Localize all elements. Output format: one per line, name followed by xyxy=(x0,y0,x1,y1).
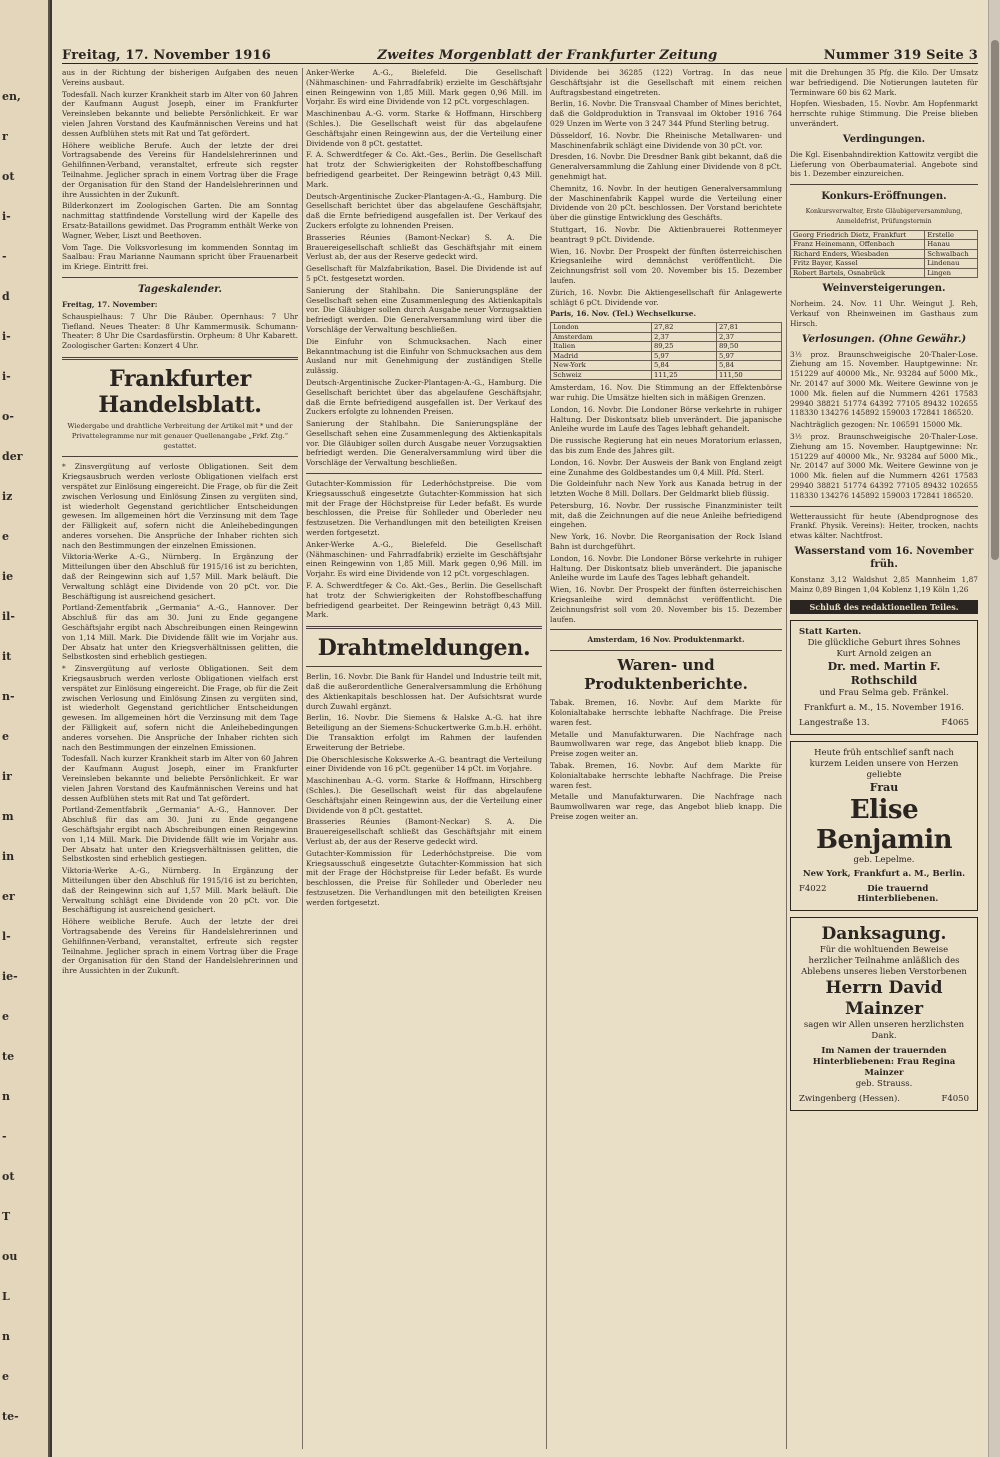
newspaper-page xyxy=(52,0,988,1457)
table-row xyxy=(791,249,978,259)
article-paragraph: Portland-Zementfabrik „Germania“ A.-G., Hannover. Der Abschluß für das am 30. Juni zu Ende gegangene Geschäftsjahr ergibt nach Abschreibungen einen Reingewinn von 1,14 Mill. Mark. Die Dividende fällt wie im Vorjahr aus. Der Absatz hat unter den Kriegsverhältnissen gelitten, die Selbstkosten sind erheblich gestiegen. xyxy=(62,805,298,864)
article-paragraph: Die russische Regierung hat ein neues Moratorium erlassen, das bis zum Ende des Jahres gilt. xyxy=(550,436,782,455)
water-level-heading: Wasserstand vom 16. November früh. xyxy=(794,546,974,570)
previous-page-fragment: ir xyxy=(2,770,12,783)
article-paragraph: Vom Tage. Die Volksvorlesung im kommenden Sonntag im Saalbau: Frau Marianne Naumann spricht über Frauenarbeit im Kriege. Eintritt frei. xyxy=(62,242,298,272)
header-date: Freitag, 17. November 1916 xyxy=(62,48,272,63)
previous-page-fragment: i- xyxy=(2,330,11,343)
calendar-date: Freitag, 17. November: xyxy=(62,299,158,309)
previous-page-fragment: L xyxy=(2,1290,10,1303)
previous-page-fragment: - xyxy=(2,250,7,263)
previous-page-fragment: d xyxy=(2,290,10,303)
table-cell: Georg Friedrich Dietz, Frankfurt xyxy=(791,230,925,240)
section-subheading: Wiedergabe und drahtliche Verbreitung der Artikel mit * und der Privattelegramme nur mit genauer Quellenangabe „Frkf. Ztg.“ gestattet. xyxy=(67,421,293,450)
previous-page-fragment: ot xyxy=(2,1170,15,1183)
previous-page-edge xyxy=(0,0,50,1457)
calendar-listing: Schauspielhaus: 7 Uhr Die Räuber. Opernhaus: 7 Uhr Tiefland. Neues Theater: 8 Uhr Kammermusik. Schumann-Theater: 8 Uhr Die Csardasfürstin. Orpheum: 8 Uhr Kabarett. Zoologischer Garten: Konzert 4 Uhr. xyxy=(62,311,298,351)
article-paragraph: New York, 16. Novbr. Die Reorganisation der Rock Island Bahn ist durchgeführt. xyxy=(550,532,782,552)
table-row xyxy=(791,259,978,269)
produce-market-heading: Amsterdam, 16 Nov. Produktenmarkt. xyxy=(587,635,745,645)
table-row xyxy=(791,240,978,250)
previous-page-fragment: n- xyxy=(2,690,15,703)
article-paragraph: Viktoria-Werke A.-G., Nürnberg. In Ergänzung der Mitteilungen über den Abschluß für 1915/16 ist zu berichten, daß der Reingewinn sich auf 1,57 Mill. Mark beläuft. Die Verwaltung schlägt eine Dividende von 20 pCt. vor. Die Beschäftigung ist ausreichend gesichert. xyxy=(62,552,298,601)
verdingungen-heading: Verdingungen. xyxy=(842,133,926,145)
table-cell: 5,97 xyxy=(716,351,781,361)
article-paragraph: Anker-Werke A.-G., Bielefeld. Die Gesellschaft (Nähmaschinen- und Fahrradfabrik) erzielte im Geschäftsjahr einen Reingewinn von 1,85 Mill. Mark gegen 0,96 Mill. im Vorjahr. Es wird eine Dividende von 12 pCt. vorgeschlagen. xyxy=(306,68,542,107)
article-paragraph: Deutsch-Argentinische Zucker-Plantagen-A.-G., Hamburg. Die Gesellschaft berichtet über das abgelaufene Geschäftsjahr, daß die Ernte befriedigend ausgefallen ist. Der Verkauf des Zuckers erfolgte zu lohnenden Preisen. xyxy=(306,191,542,230)
article-paragraph: Berlin, 16. Novbr. Die Bank für Handel und Industrie teilt mit, daß die außerordentliche Generalversammlung die Erhöhung des Aktienkapitals beschlossen hat. Der Aufsichtsrat wurde durch Zuwahl ergänzt. xyxy=(306,672,542,711)
table-row xyxy=(791,230,978,240)
article-paragraph: * Zinsvergütung auf verloste Obligationen. Seit dem Kriegsausbruch werden verloste Obligationen vielfach erst verspätet zur Einlösung eingereicht. Die Frage, ob für die Zeit zwischen Verlosung und Einlösung Zinsen zu vergüten sind, ist wiederholt Gegenstand gerichtlicher Entscheidungen gewesen. Im allgemeinen hört die Verzinsung mit dem Tage der Fälligkeit auf, sofern nicht die Anleihebedingungen anderes vorsehen. Die Ansprüche der Inhaber richten sich nach den Bestimmungen der einzelnen Emissionen. xyxy=(62,462,298,550)
water-level-listing: Konstanz 3,12 Waldshut 2,85 Mannheim 1,87 Mainz 0,89 Bingen 1,04 Koblenz 1,19 Köln 1,26 xyxy=(790,575,978,594)
page-header xyxy=(62,44,978,64)
table-cell: Franz Heinemann, Offenbach xyxy=(791,240,925,250)
article-paragraph: F. A. Schwerdtfeger & Co. Akt.-Ges., Berlin. Die Gesellschaft hat trotz der Schwierigkeiten der Rohstoffbeschaffung befriedigend gearbeitet. Der Reingewinn beträgt 0,43 Mill. Mark. xyxy=(306,581,542,620)
column-4 xyxy=(790,68,978,1449)
article-paragraph: Gutachter-Kommission für Lederhöchstpreise. Die vom Kriegsausschuß eingesetzte Gutachter-Kommission hat sich mit der Frage der Höchstpreise für Leder befaßt. Es wurde beschlossen, die Preise für Sohlleder und Oberleder neu festzusetzen. Die Verhandlungen mit den beteiligten Kreisen werden fortgesetzt. xyxy=(306,848,542,907)
table-cell: Italien xyxy=(551,342,652,352)
header-page-number: Nummer 319 Seite 3 xyxy=(823,48,978,63)
article-paragraph: Todesfall. Nach kurzer Krankheit starb im Alter von 60 Jahren der Kaufmann August Joseph, einer im Frankfurter Vereinsleben bekannte und beliebte Persönlichkeit. Er war vielen Jahren Vorstand des Kaufmännischen Vereins und hat dessen Aufblühen stets mit Rat und Tat gefördert. xyxy=(62,89,298,138)
ad-place: Frankfurt a. M., 15. November 1916. xyxy=(804,702,964,713)
article-paragraph: Höhere weibliche Berufe. Auch der letzte der drei Vortragsabende des Vereins für Handelslehrerinnen und Gehilfinnen-Verband, veranstaltet, erfreute sich regster Teilnahme. Jeglicher sprach in einem Vortrag über die Frage der Organisation für den Stand der Handelslehrerinnen und ihre Aussichten in der Zukunft. xyxy=(62,140,298,199)
article-paragraph: Wien, 16. Novbr. Der Prospekt der fünften österreichischen Kriegsanleihe wird demnächst veröffentlicht. Die Zeichnungsfrist soll vom 20. November bis 15. Dezember laufen. xyxy=(550,585,782,624)
article-paragraph: Amsterdam, 16. Nov. Die Stimmung an der Effektenbörse war ruhig. Die Umsätze hielten sich in mäßigen Grenzen. xyxy=(550,383,782,402)
previous-page-fragment: l- xyxy=(2,930,11,943)
previous-page-fragment: i- xyxy=(2,370,11,383)
article-paragraph: Gesellschaft für Malzfabrikation, Basel. Die Dividende ist auf 5 pCt. festgesetzt worden. xyxy=(306,264,542,283)
exchange-rates-table xyxy=(550,322,782,380)
previous-page-fragment: ou xyxy=(2,1250,18,1263)
article-paragraph: Sanierung der Stahlbahn. Die Sanierungspläne der Gesellschaft sehen eine Zusammenlegung des Aktienkapitals vor. Die Gläubiger sollen durch Ausgabe neuer Vorzugsaktien befriedigt werden. Die Generalversammlung wird über die Vorschläge der Verwaltung beschließen. xyxy=(306,419,542,468)
wein-heading: Weinversteigerungen. xyxy=(822,283,946,295)
divider xyxy=(550,629,782,630)
article-paragraph: aus in der Richtung der bisherigen Aufgaben des neuen Vereins ausbaut. xyxy=(62,68,298,87)
article-paragraph: Bilderkonzert im Zoologischen Garten. Die am Sonntag nachmittag stattfindende Vorstellung wird der Kapelle des Ersatz-Bataillons gewidmet. Das Programm enthält Werke von Wagner, Weber, Liszt und Beethoven. xyxy=(62,201,298,240)
article-paragraph: Wien, 16. Novbr. Der Prospekt der fünften österreichischen Kriegsanleihe wird demnächst veröffentlicht. Die Zeichnungsfrist soll vom 20. November bis 15. Dezember laufen. xyxy=(550,246,782,285)
article-paragraph: Maschinenbau A.-G. vorm. Starke & Hoffmann, Hirschberg (Schles.). Die Gesellschaft weist für das abgelaufene Geschäftsjahr einen Reingewinn aus, der die Verteilung einer Dividende von 8 pCt. gestattet. xyxy=(306,776,542,815)
section-heading-handelsblatt: Frankfurter Handelsblatt. xyxy=(98,365,262,418)
previous-page-fragment: e xyxy=(2,730,9,743)
ad-subtitle: geb. Lepelme. xyxy=(853,854,915,865)
article-paragraph: Brasseries Réunies (Bamont-Neckar) S. A. Die Brauereigesellschaft schließt das Geschäftsjahr mit einem Verlust ab, der aus der Reserve gedeckt wird. xyxy=(306,232,542,262)
article-paragraph: Hopfen. Wiesbaden, 15. Novbr. Am Hopfenmarkt herrschte ruhige Stimmung. Die Preise blieben unverändert. xyxy=(790,99,978,128)
previous-page-fragment: ie xyxy=(2,570,14,583)
article-paragraph: Viktoria-Werke A.-G., Nürnberg. In Ergänzung der Mitteilungen über den Abschluß für 1915/16 ist zu berichten, daß der Reingewinn sich auf 1,57 Mill. Mark beläuft. Die Verwaltung schlägt eine Dividende von 20 pCt. vor. Die Beschäftigung ist ausreichend gesichert. xyxy=(62,866,298,915)
table-cell: New-York xyxy=(551,361,652,371)
ad-place: Zwingenberg (Hessen). xyxy=(799,1093,901,1104)
konkurs-table xyxy=(790,230,978,279)
table-cell: 2,37 xyxy=(651,332,716,342)
article-paragraph: F. A. Schwerdtfeger & Co. Akt.-Ges., Berlin. Die Gesellschaft hat trotz der Schwierigkeiten der Rohstoffbeschaffung befriedigend gearbeitet. Der Reingewinn beträgt 0,43 Mill. Mark. xyxy=(306,150,542,189)
divider xyxy=(306,666,542,667)
previous-page-fragment: n xyxy=(2,1090,10,1103)
article-paragraph: Höhere weibliche Berufe. Auch der letzte der drei Vortragsabende des Vereins für Handelslehrerinnen und Gehilfinnen-Verband, veranstaltet, erfreute sich regster Teilnahme. Jeglicher sprach in einem Vortrag über die Frage der Organisation für den Stand der Handelslehrerinnen und ihre Aussichten in der Zukunft. xyxy=(62,917,298,976)
previous-page-fragment: en, xyxy=(2,90,21,103)
acknowledgment-notice xyxy=(790,917,978,1111)
previous-page-fragment: o- xyxy=(2,410,14,423)
column-separator xyxy=(546,68,547,1449)
article-paragraph: London, 16. Novbr. Die Londoner Börse verkehrte in ruhiger Haltung. Der Diskontsatz blieb unverändert. Die japanische Anleihe wurde im Laufe des Tages lebhaft gehandelt. xyxy=(550,404,782,434)
previous-page-fragment: iz xyxy=(2,490,13,503)
table-cell: Madrid xyxy=(551,351,652,361)
previous-page-fragment: m xyxy=(2,810,14,823)
previous-page-fragment: in xyxy=(2,850,15,863)
article-paragraph: Chemnitz, 16. Novbr. In der heutigen Generalversammlung der Maschinenfabrik Kappel wurde die Verteilung einer Dividende von 20 pCt. beschlossen. Der Vorstand berichtete über die günstige Entwicklung des Geschäfts. xyxy=(550,183,782,223)
divider xyxy=(550,650,782,651)
previous-page-fragment: te- xyxy=(2,1410,19,1423)
previous-page-fragment: der xyxy=(2,450,23,463)
section-heading-drahtmeldungen: Drahtmeldungen. xyxy=(317,635,531,662)
divider xyxy=(790,506,978,507)
konkurs-subheading: Konkursverwalter, Erste Gläubigerversammlung, Anmeldefrist, Prüfungstermin xyxy=(805,208,963,225)
divider xyxy=(62,277,298,278)
table-cell: 89,25 xyxy=(651,342,716,352)
vertical-scrollbar[interactable] xyxy=(988,0,1000,1457)
divider xyxy=(62,456,298,457)
previous-page-fragment: e xyxy=(2,1010,9,1023)
table-cell: London xyxy=(551,323,652,333)
article-paragraph: London, 16. Novbr. Die Londoner Börse verkehrte in ruhiger Haltung. Der Diskontsatz blieb unverändert. Die japanische Anleihe wurde im Laufe des Tages lebhaft gehandelt. xyxy=(550,553,782,583)
previous-page-fragment: ot xyxy=(2,170,15,183)
table-cell: 27,82 xyxy=(651,323,716,333)
previous-page-fragment: it xyxy=(2,650,12,663)
lottery-listing: 3½ proz. Braunschweigische 20-Thaler-Lose. Ziehung am 15. November. Hauptgewinne: Nr. 151229 auf 40000 Mk., Nr. 93284 auf 5000 Mk., Nr. 20147 auf 3000 Mk. Weitere Gewinne von je 1000 Mk. fielen auf die Nummern 4261 17583 29940 38821 51774 64392 77105 89432 102655 118330 134276 145892 159003 172841 186520. xyxy=(790,349,978,418)
table-cell: Schweiz xyxy=(551,370,652,380)
table-cell: 5,84 xyxy=(651,361,716,371)
ad-title: Frau xyxy=(869,780,899,794)
article-paragraph: Norheim. 24. Nov. 11 Uhr. Weingut J. Reh, Verkauf von Rheinweinen im Gasthaus zum Hirsch. xyxy=(790,299,978,328)
table-row xyxy=(551,361,782,371)
ad-name: Dr. med. Martin F. Rothschild xyxy=(827,659,941,687)
table-cell: 111,25 xyxy=(651,370,716,380)
previous-page-fragment: ie- xyxy=(2,970,18,983)
article-paragraph: Dresden, 16. Novbr. Die Dresdner Bank gibt bekannt, daß die Generalversammlung die Zahlung einer Dividende von 8 pCt. genehmigt hat. xyxy=(550,152,782,181)
article-paragraph: Stuttgart, 16. Novbr. Die Aktienbrauerei Rottenmeyer beantragt 9 pCt. Dividende. xyxy=(550,224,782,244)
previous-page-fragment: i- xyxy=(2,210,11,223)
article-paragraph: Die Goldeinfuhr nach New York aus Kanada betrug in der letzten Woche 8 Mill. Dollars. Der Geldmarkt blieb flüssig. xyxy=(550,479,782,499)
table-cell: 27,81 xyxy=(716,323,781,333)
divider xyxy=(306,626,542,629)
table-cell: 89,50 xyxy=(716,342,781,352)
previous-page-fragment: e xyxy=(2,530,9,543)
konkurs-heading: Konkurs-Eröffnungen. xyxy=(821,191,947,203)
previous-page-fragment: te xyxy=(2,1050,15,1063)
obituary-notice xyxy=(790,741,978,911)
article-paragraph: Berlin, 16. Novbr. Die Transvaal Chamber of Mines berichtet, daß die Goldproduktion in Transvaal im Oktober 1916 764 029 Unzen im Werte von 3 247 344 Pfund Sterling betrug. xyxy=(550,99,782,128)
ad-name-secondary: und Frau Selma geb. Fränkel. xyxy=(819,687,949,698)
ad-text: Heute früh entschlief sanft nach kurzem Leiden unsere von Herzen geliebte xyxy=(809,747,959,780)
article-paragraph: Berlin, 16. Novbr. Die Siemens & Halske A.-G. hat ihre Beteiligung an der Siemens-Schuckertwerke G.m.b.H. erhöht. Die Transaktion erfolgt im Rahmen der laufenden Erweiterung der Betriebe. xyxy=(306,713,542,752)
column-2 xyxy=(306,68,542,1449)
divider xyxy=(790,184,978,185)
table-cell: 5,97 xyxy=(651,351,716,361)
divider xyxy=(306,473,542,474)
table-cell: Lindenau xyxy=(925,259,978,269)
end-of-editorial-bar: Schluß des redaktionellen Teiles. xyxy=(790,600,978,614)
article-paragraph: Deutsch-Argentinische Zucker-Plantagen-A.-G., Hamburg. Die Gesellschaft berichtet über das abgelaufene Geschäftsjahr, daß die Ernte befriedigend ausgefallen ist. Der Verkauf des Zuckers erfolgte zu lohnenden Preisen. xyxy=(306,377,542,417)
column-1 xyxy=(62,68,298,1449)
article-paragraph: Die Kgl. Eisenbahndirektion Kattowitz vergibt die Lieferung von Oberbaumaterial. Angebote sind bis 1. Dezember einzureichen. xyxy=(790,149,978,179)
lottery-listing: Nachträglich gezogen: Nr. 106591 15000 Mk. xyxy=(790,420,963,430)
article-paragraph: Todesfall. Nach kurzer Krankheit starb im Alter von 60 Jahren der Kaufmann August Joseph, einer im Frankfurter Vereinsleben bekannte und beliebte Persönlichkeit. Er war vielen Jahren Vorstand des Kaufmännischen Vereins und hat dessen Aufblühen stets mit Rat und Tat gefördert. xyxy=(62,754,298,803)
table-cell: 2,37 xyxy=(716,332,781,342)
ad-text: Die glückliche Geburt ihres Sohnes Kurt Arnold zeigen an xyxy=(807,637,961,659)
article-paragraph: mit die Drehungen 35 Pfg. die Kilo. Der Umsatz war befriedigend. Die Notierungen lauteten für Terminware 60 bis 62 Mark. xyxy=(790,68,978,97)
article-paragraph: Petersburg, 16. Novbr. Der russische Finanzminister teilt mit, daß die Zeichnungen auf die neue Anleihe befriedigend eingehen. xyxy=(550,500,782,530)
ad-code: F4050 xyxy=(941,1093,969,1104)
header-title: Zweites Morgenblatt der Frankfurter Zeitung xyxy=(377,48,718,63)
table-cell: Robert Bartels, Osnabrück xyxy=(791,268,925,278)
article-paragraph: Sanierung der Stahlbahn. Die Sanierungspläne der Gesellschaft sehen eine Zusammenlegung des Aktienkapitals vor. Die Gläubiger sollen durch Ausgabe neuer Vorzugsaktien befriedigt werden. Die Generalversammlung wird über die Vorschläge der Verwaltung beschließen. xyxy=(306,285,542,334)
article-paragraph: London, 16. Novbr. Der Ausweis der Bank von England zeigt eine Zunahme des Goldbestandes um 0,4 Mill. Pfd. Sterl. xyxy=(550,457,782,477)
ad-text: sagen wir Allen unseren herzlichsten Dank. xyxy=(803,1019,965,1041)
article-paragraph: * Zinsvergütung auf verloste Obligationen. Seit dem Kriegsausbruch werden verloste Obligationen vielfach erst verspätet zur Einlösung eingereicht. Die Frage, ob für die Zeit zwischen Verlosung und Einlösung Zinsen zu vergüten sind, ist wiederholt Gegenstand gerichtlicher Entscheidungen gewesen. Im allgemeinen hört die Verzinsung mit dem Tage der Fälligkeit auf, sofern nicht die Anleihebedingungen anderes vorsehen. Die Ansprüche der Inhaber richten sich nach den Bestimmungen der einzelnen Emissionen. xyxy=(62,664,298,752)
scrollbar-thumb[interactable] xyxy=(991,40,999,560)
previous-page-fragment: r xyxy=(2,130,8,143)
ad-name: Herrn David Mainzer xyxy=(825,977,943,1019)
table-row xyxy=(791,268,978,278)
article-paragraph: Brasseries Réunies (Bamont-Neckar) S. A. Die Brauereigesellschaft schließt das Geschäftsjahr mit einem Verlust ab, der aus der Reserve gedeckt wird. xyxy=(306,817,542,846)
article-paragraph: Die Oberschlesische Kokswerke A.-G. beantragt die Verteilung einer Dividende von 16 pCt. gegenüber 14 pCt. im Vorjahre. xyxy=(306,754,542,774)
lottery-listing: 3½ proz. Braunschweigische 20-Thaler-Lose. Ziehung am 15. November. Hauptgewinne: Nr. 151229 auf 40000 Mk., Nr. 93284 auf 5000 Mk., Nr. 20147 auf 3000 Mk. Weitere Gewinne von je 1000 Mk. fielen auf die Nummern 4261 17583 29940 38821 51774 64392 77105 89432 102655 118330 134276 145892 159003 172841 186520. xyxy=(790,432,978,500)
column-3 xyxy=(550,68,782,1449)
article-paragraph: Die Einfuhr von Schmucksachen. Nach einer Bekanntmachung ist die Einfuhr von Schmucksachen aus dem Ausland nur mit Genehmigung der zuständigen Stelle zulässig. xyxy=(306,336,542,376)
article-paragraph: Tabak. Bremen, 16. Novbr. Auf dem Markte für Kolonialtabake herrschte lebhafte Nachfrage. Die Preise waren fest. xyxy=(550,698,782,727)
table-row xyxy=(551,351,782,361)
table-row xyxy=(551,323,782,333)
previous-page-fragment: T xyxy=(2,1210,11,1223)
previous-page-fragment: - xyxy=(2,1130,7,1143)
ad-signature: Die trauernd Hinterbliebenen. xyxy=(857,883,939,904)
table-row xyxy=(551,332,782,342)
birth-announcement xyxy=(790,620,978,735)
table-cell: 111,50 xyxy=(716,370,781,380)
article-paragraph: Zürich, 16. Novbr. Die Aktiengesellschaft für Anlagewerte schlägt 6 pCt. Dividende vor. xyxy=(550,287,782,307)
exchange-rates-heading: Paris, 16. Nov. (Tel.) Wechselkurse. xyxy=(550,309,697,319)
previous-page-fragment: e xyxy=(2,1370,9,1383)
article-paragraph: Tabak. Bremen, 16. Novbr. Auf dem Markte für Kolonialtabake herrschte lebhafte Nachfrage. Die Preise waren fest. xyxy=(550,761,782,790)
previous-page-fragment: il- xyxy=(2,610,15,623)
calendar-heading: Tageskalender. xyxy=(138,283,222,295)
table-cell: Hanau xyxy=(925,240,978,250)
ad-title: Danksagung. xyxy=(821,923,947,944)
table-cell: 5,84 xyxy=(716,361,781,371)
previous-page-fragment: er xyxy=(2,890,15,903)
table-cell: Fritz Bayer, Kassel xyxy=(791,259,925,269)
article-paragraph: Metalle und Manufakturwaren. Die Nachfrage nach Baumwollwaren war rege, das Angebot blieb knapp. Die Preise zogen weiter an. xyxy=(550,792,782,822)
verlosungen-heading: Verlosungen. (Ohne Gewähr.) xyxy=(801,333,967,345)
table-cell: Richard Enders, Wiesbaden xyxy=(791,249,925,259)
table-cell: Amsterdam xyxy=(551,332,652,342)
ad-header: Statt Karten. xyxy=(799,626,862,637)
ad-signature: Im Namen der trauernden Hinterbliebenen: Frau Regina Mainzer xyxy=(812,1045,956,1078)
ad-address: Langestraße 13. xyxy=(799,717,870,728)
article-paragraph: Maschinenbau A.-G. vorm. Starke & Hoffmann, Hirschberg (Schles.). Die Gesellschaft weist für das abgelaufene Geschäftsjahr einen Reingewinn aus, der die Verteilung einer Dividende von 8 pCt. gestattet. xyxy=(306,109,542,148)
divider xyxy=(62,357,298,360)
table-cell: Erstelle xyxy=(925,230,978,240)
ad-code: F4065 xyxy=(941,717,969,728)
article-paragraph: Düsseldorf, 16. Novbr. Die Rheinische Metallwaren- und Maschinenfabrik schlägt eine Dividende von 30 pCt. vor. xyxy=(550,130,782,150)
ad-signature-secondary: geb. Strauss. xyxy=(855,1078,913,1089)
table-cell: Lingen xyxy=(925,268,978,278)
table-cell: Schwalbach xyxy=(925,249,978,259)
section-heading-waren: Waren- und Produktenberichte. xyxy=(584,656,748,694)
ad-name: Elise Benjamin xyxy=(816,794,952,855)
table-row xyxy=(551,370,782,380)
table-row xyxy=(551,342,782,352)
ad-text: Für die wohltuenden Beweise herzlicher Teilnahme anläßlich des Ablebens unseres lieben Verstorbenen xyxy=(801,944,967,977)
weather-forecast: Wetteraussicht für heute (Abendprognose des Frankf. Physik. Vereins): Heiter, trocken, nachts etwas kälter. Nachtfrost. xyxy=(790,511,978,541)
previous-page-fragment: n xyxy=(2,1330,10,1343)
article-paragraph: Dividende bei 36285 (122) Vortrag. In das neue Geschäftsjahr ist die Gesellschaft mit einem reichen Auftragsbestand eingetreten. xyxy=(550,68,782,97)
column-separator xyxy=(302,68,303,1449)
article-paragraph: Metalle und Manufakturwaren. Die Nachfrage nach Baumwollwaren war rege, das Angebot blieb knapp. Die Preise zogen weiter an. xyxy=(550,729,782,759)
article-paragraph: Gutachter-Kommission für Lederhöchstpreise. Die vom Kriegsausschuß eingesetzte Gutachter-Kommission hat sich mit der Frage der Höchstpreise für Leder befaßt. Es wurde beschlossen, die Preise für Sohlleder und Oberleder neu festzusetzen. Die Verhandlungen mit den beteiligten Kreisen werden fortgesetzt. xyxy=(306,479,542,538)
column-separator xyxy=(786,68,787,1449)
ad-place: New York, Frankfurt a. M., Berlin. xyxy=(802,868,966,879)
ad-code: F4022 xyxy=(799,883,827,894)
article-paragraph: Portland-Zementfabrik „Germania“ A.-G., Hannover. Der Abschluß für das am 30. Juni zu Ende gegangene Geschäftsjahr ergibt nach Abschreibungen einen Reingewinn von 1,14 Mill. Mark. Die Dividende fällt wie im Vorjahr aus. Der Absatz hat unter den Kriegsverhältnissen gelitten, die Selbstkosten sind erheblich gestiegen. xyxy=(62,603,298,662)
article-paragraph: Anker-Werke A.-G., Bielefeld. Die Gesellschaft (Nähmaschinen- und Fahrradfabrik) erzielte im Geschäftsjahr einen Reingewinn von 1,85 Mill. Mark gegen 0,96 Mill. im Vorjahr. Es wird eine Dividende von 12 pCt. vorgeschlagen. xyxy=(306,539,542,579)
